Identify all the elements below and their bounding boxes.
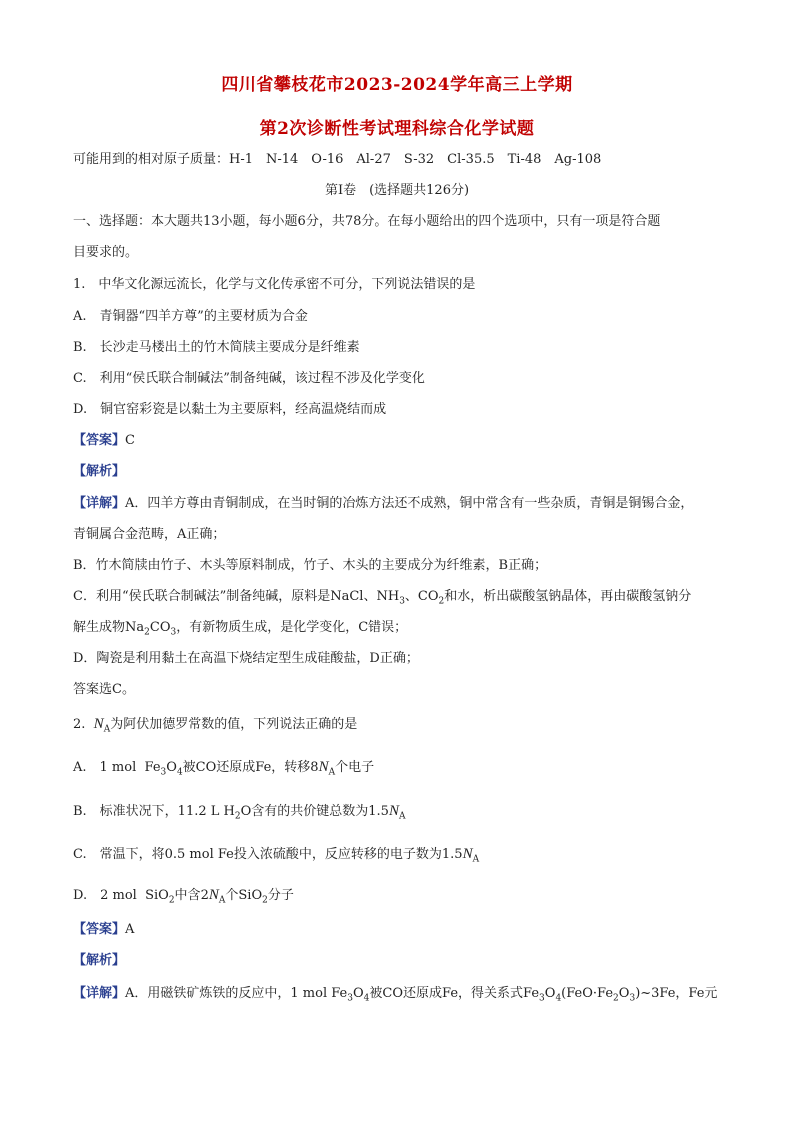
q1-option-a: A. 青铜器“四羊方尊”的主要材质为合金	[73, 309, 308, 324]
q2-option-a: A. 1 mol $Fe_3O_4$被CO还原成Fe，转移$8N_A$个电子	[73, 759, 375, 778]
subscript: 3	[347, 993, 353, 1004]
answer-value: C	[125, 433, 135, 448]
exam-title-line1: 四川省攀枝花市2023-2024学年高三上学期	[221, 75, 573, 95]
q2-option-b	[73, 802, 733, 826]
detail-text: 、CO	[404, 589, 439, 604]
subscript: 2	[438, 596, 445, 607]
subscript: 3	[399, 596, 405, 607]
subscript: A	[103, 724, 111, 735]
detail-text: C．利用“侯氏联合制碱法”制备纯碱，原料是NaCl、NH	[73, 589, 400, 604]
q1-detail-a2: 青铜属合金范畴，A正确；	[73, 527, 226, 542]
option-text: A. 1 mol	[73, 760, 137, 775]
q2-option-c	[73, 845, 733, 869]
option-text: 个	[225, 888, 239, 903]
detail-text: 被CO还原成Fe，得关系式Fe	[369, 986, 540, 1001]
analysis-tag: 【解析】	[73, 953, 126, 968]
atomic-masses: 可能用到的相对原子质量：H-1 N-14 O-16 Al-27 S-32 Cl-35.5 Ti-48 Ag-108	[73, 152, 602, 167]
q1-detail-c2	[73, 619, 733, 642]
option-text: O含有的共价键总数为	[240, 804, 369, 819]
subscript: 2	[262, 895, 268, 906]
exam-title-line2: 第2次诊断性考试理科综合化学试题	[259, 119, 535, 139]
detail-text: 解生成物Na	[73, 620, 145, 635]
avogadro-symbol: N	[208, 887, 219, 903]
q2-answer	[73, 921, 733, 939]
subscript: 4	[555, 993, 562, 1004]
stem-text: 为阿伏加德罗常数的值，下列说法正确的是	[110, 717, 358, 732]
answer-tag: 【答案】	[73, 922, 126, 937]
formula: Fe	[144, 760, 161, 775]
detail-text: A．用磁铁矿炼铁的反应中，1 mol Fe	[125, 986, 348, 1001]
number: 2	[200, 888, 209, 903]
number: 8	[310, 760, 319, 775]
detail-tag: 【详解】	[73, 986, 126, 1001]
subscript: 4	[176, 767, 183, 778]
q1-detail-c1	[73, 588, 733, 611]
q1-option-c: C. 利用“侯氏联合制碱法”制备纯碱，该过程不涉及化学变化	[73, 371, 425, 386]
option-text: 个电子	[335, 760, 375, 775]
avogadro-symbol: N	[93, 716, 104, 732]
number: 1.5	[368, 804, 389, 819]
analysis-tag: 【解析】	[73, 464, 126, 479]
q1-analysis-tag	[73, 463, 733, 481]
subscript: 2	[144, 627, 150, 638]
q1-detail-b: B．竹木简牍由竹子、木头等原料制成，竹子、木头的主要成分为纤维素，B正确；	[73, 558, 548, 573]
q1-stem: 1. 中华文化源远流长，化学与文化传承密不可分，下列说法错误的是	[73, 277, 476, 292]
q1-answer	[73, 432, 733, 450]
avogadro-symbol: N	[462, 846, 473, 862]
option-text: C. 常温下，将0.5 mol Fe投入浓硫酸中，反应转移的电子数为	[73, 847, 442, 862]
detail-text: 和水，析出碳酸氢钠晶体，再由碳酸氢钠分	[444, 589, 692, 604]
subscript: 3	[170, 627, 177, 638]
q2-detail-a: 【详解】A．用磁铁矿炼铁的反应中，1 mol $Fe_3O_4$被CO还原成Fe，得关系式$Fe_3O_4(FeO\cdot Fe_2O_3)\sim 3Fe$，Fe元	[73, 986, 718, 1004]
option-text: 中含	[174, 888, 201, 903]
subscript: 2	[234, 811, 241, 822]
option-text: 分子	[267, 888, 294, 903]
subscript: 3	[160, 767, 167, 778]
section-title: 第Ⅰ卷 (选择题共126分)	[324, 183, 470, 198]
subscript: A	[472, 854, 480, 865]
subscript: A	[218, 895, 226, 906]
subscript: 2	[613, 993, 619, 1004]
avogadro-symbol: N	[388, 803, 399, 819]
detail-text: A．四羊方尊由青铜制成，在当时铜的冶炼方法还不成熟，铜中常含有一些杂质，青铜是铜锡合金，	[125, 496, 694, 511]
subscript: 3	[629, 993, 636, 1004]
subscript: 2	[168, 895, 175, 906]
q1-conclusion: 答案选C。	[73, 682, 135, 697]
subscript: 3	[539, 993, 545, 1004]
detail-text: )~3Fe，Fe元	[635, 986, 718, 1001]
formula: SiO	[145, 888, 169, 903]
answer-value: A	[125, 922, 135, 937]
q1-option-d: D. 铜官窑彩瓷是以黏土为主要原料，经高温烧结而成	[73, 402, 387, 417]
detail-text: (FeO·Fe	[561, 986, 614, 1001]
q2-option-d	[73, 886, 733, 910]
detail-tag: 【详解】	[73, 496, 126, 511]
subscript: A	[398, 811, 406, 822]
q1-detail-d: D．陶瓷是利用黏土在高温下烧结定型生成硅酸盐，D正确；	[73, 651, 419, 666]
subscript: 4	[363, 993, 370, 1004]
instructions-line1: 一、选择题：本大题共13小题，每小题6分，共78分。在每小题给出的四个选项中，只有一项是符合题	[73, 214, 661, 229]
option-text: B. 标准状况下，11.2 L H	[73, 804, 235, 819]
option-text: 被CO还原成Fe，转移	[182, 760, 311, 775]
instructions-line2: 目要求的。	[73, 245, 139, 260]
number: 1.5	[441, 847, 463, 862]
q1-option-b: B. 长沙走马楼出土的竹木简牍主要成分是纤维素	[73, 340, 360, 355]
q2-stem	[73, 715, 733, 739]
formula: SiO	[238, 888, 263, 903]
detail-text: ，有新物质生成，是化学变化，C错误；	[176, 620, 408, 635]
detail-text: CO	[149, 620, 171, 635]
q1-detail-a1	[73, 495, 733, 513]
avogadro-symbol: N	[318, 759, 329, 775]
subscript: A	[328, 767, 336, 778]
answer-tag: 【答案】	[73, 433, 126, 448]
option-text: D. 2 mol	[73, 888, 137, 903]
question-number: 2.	[73, 717, 86, 732]
q2-analysis-tag	[73, 952, 733, 970]
